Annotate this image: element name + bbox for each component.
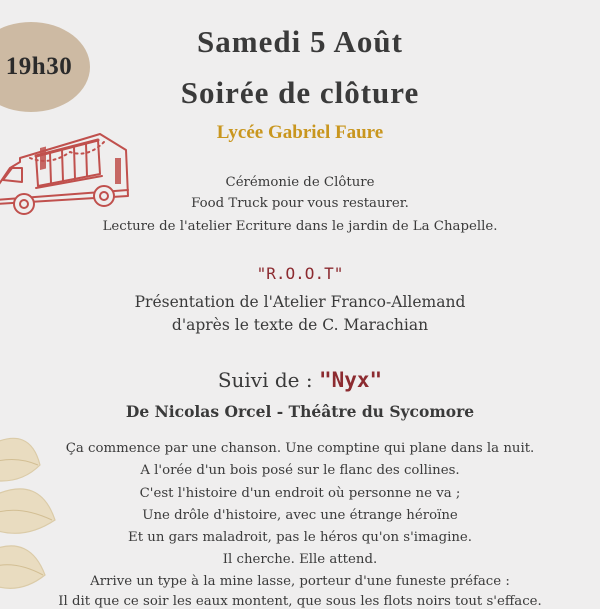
- program-line: Food Truck pour vous restaurer.: [191, 196, 409, 211]
- event-subtitle: Soirée de clôture: [180, 75, 420, 110]
- school-name: Lycée Gabriel Faure: [216, 122, 384, 143]
- program-line: Cérémonie de Clôture: [225, 175, 375, 190]
- event-date-title: Samedi 5 Août: [197, 24, 403, 59]
- program-line: Lecture de l'atelier Ecriture dans le jardin de La Chapelle.: [102, 219, 498, 234]
- synopsis-line: Il dit que ce soir les eaux montent, que sous les flots noirs tout s'efface.: [58, 594, 542, 609]
- suivi-prefix: Suivi de :: [217, 368, 319, 392]
- nyx-title: "Nyx": [318, 368, 383, 392]
- synopsis-line: Il cherche. Elle attend.: [222, 552, 378, 567]
- synopsis-line: Et un gars maladroit, pas le héros qu'on s'imagine.: [127, 530, 473, 545]
- synopsis-line: C'est l'histoire d'un endroit où personne ne va ;: [139, 486, 461, 501]
- synopsis-line: A l'orée d'un bois posé sur le flanc des collines.: [140, 463, 460, 478]
- synopsis-line: Une drôle d'histoire, avec une étrange héroïne: [142, 508, 458, 523]
- root-description: Présentation de l'Atelier Franco-Allemand: [134, 293, 466, 311]
- play-title-nyx: [0, 368, 600, 392]
- root-description: d'après le texte de C. Marachian: [171, 316, 429, 334]
- play-title-root: "R.O.O.T": [256, 264, 344, 283]
- event-time: 19h30: [5, 53, 73, 80]
- synopsis-line: Arrive un type à la mine lasse, porteur d'une funeste préface :: [90, 574, 510, 589]
- synopsis-line: Ça commence par une chanson. Une comptine qui plane dans la nuit.: [65, 441, 535, 456]
- nyx-author: De Nicolas Orcel - Théâtre du Sycomore: [125, 402, 475, 421]
